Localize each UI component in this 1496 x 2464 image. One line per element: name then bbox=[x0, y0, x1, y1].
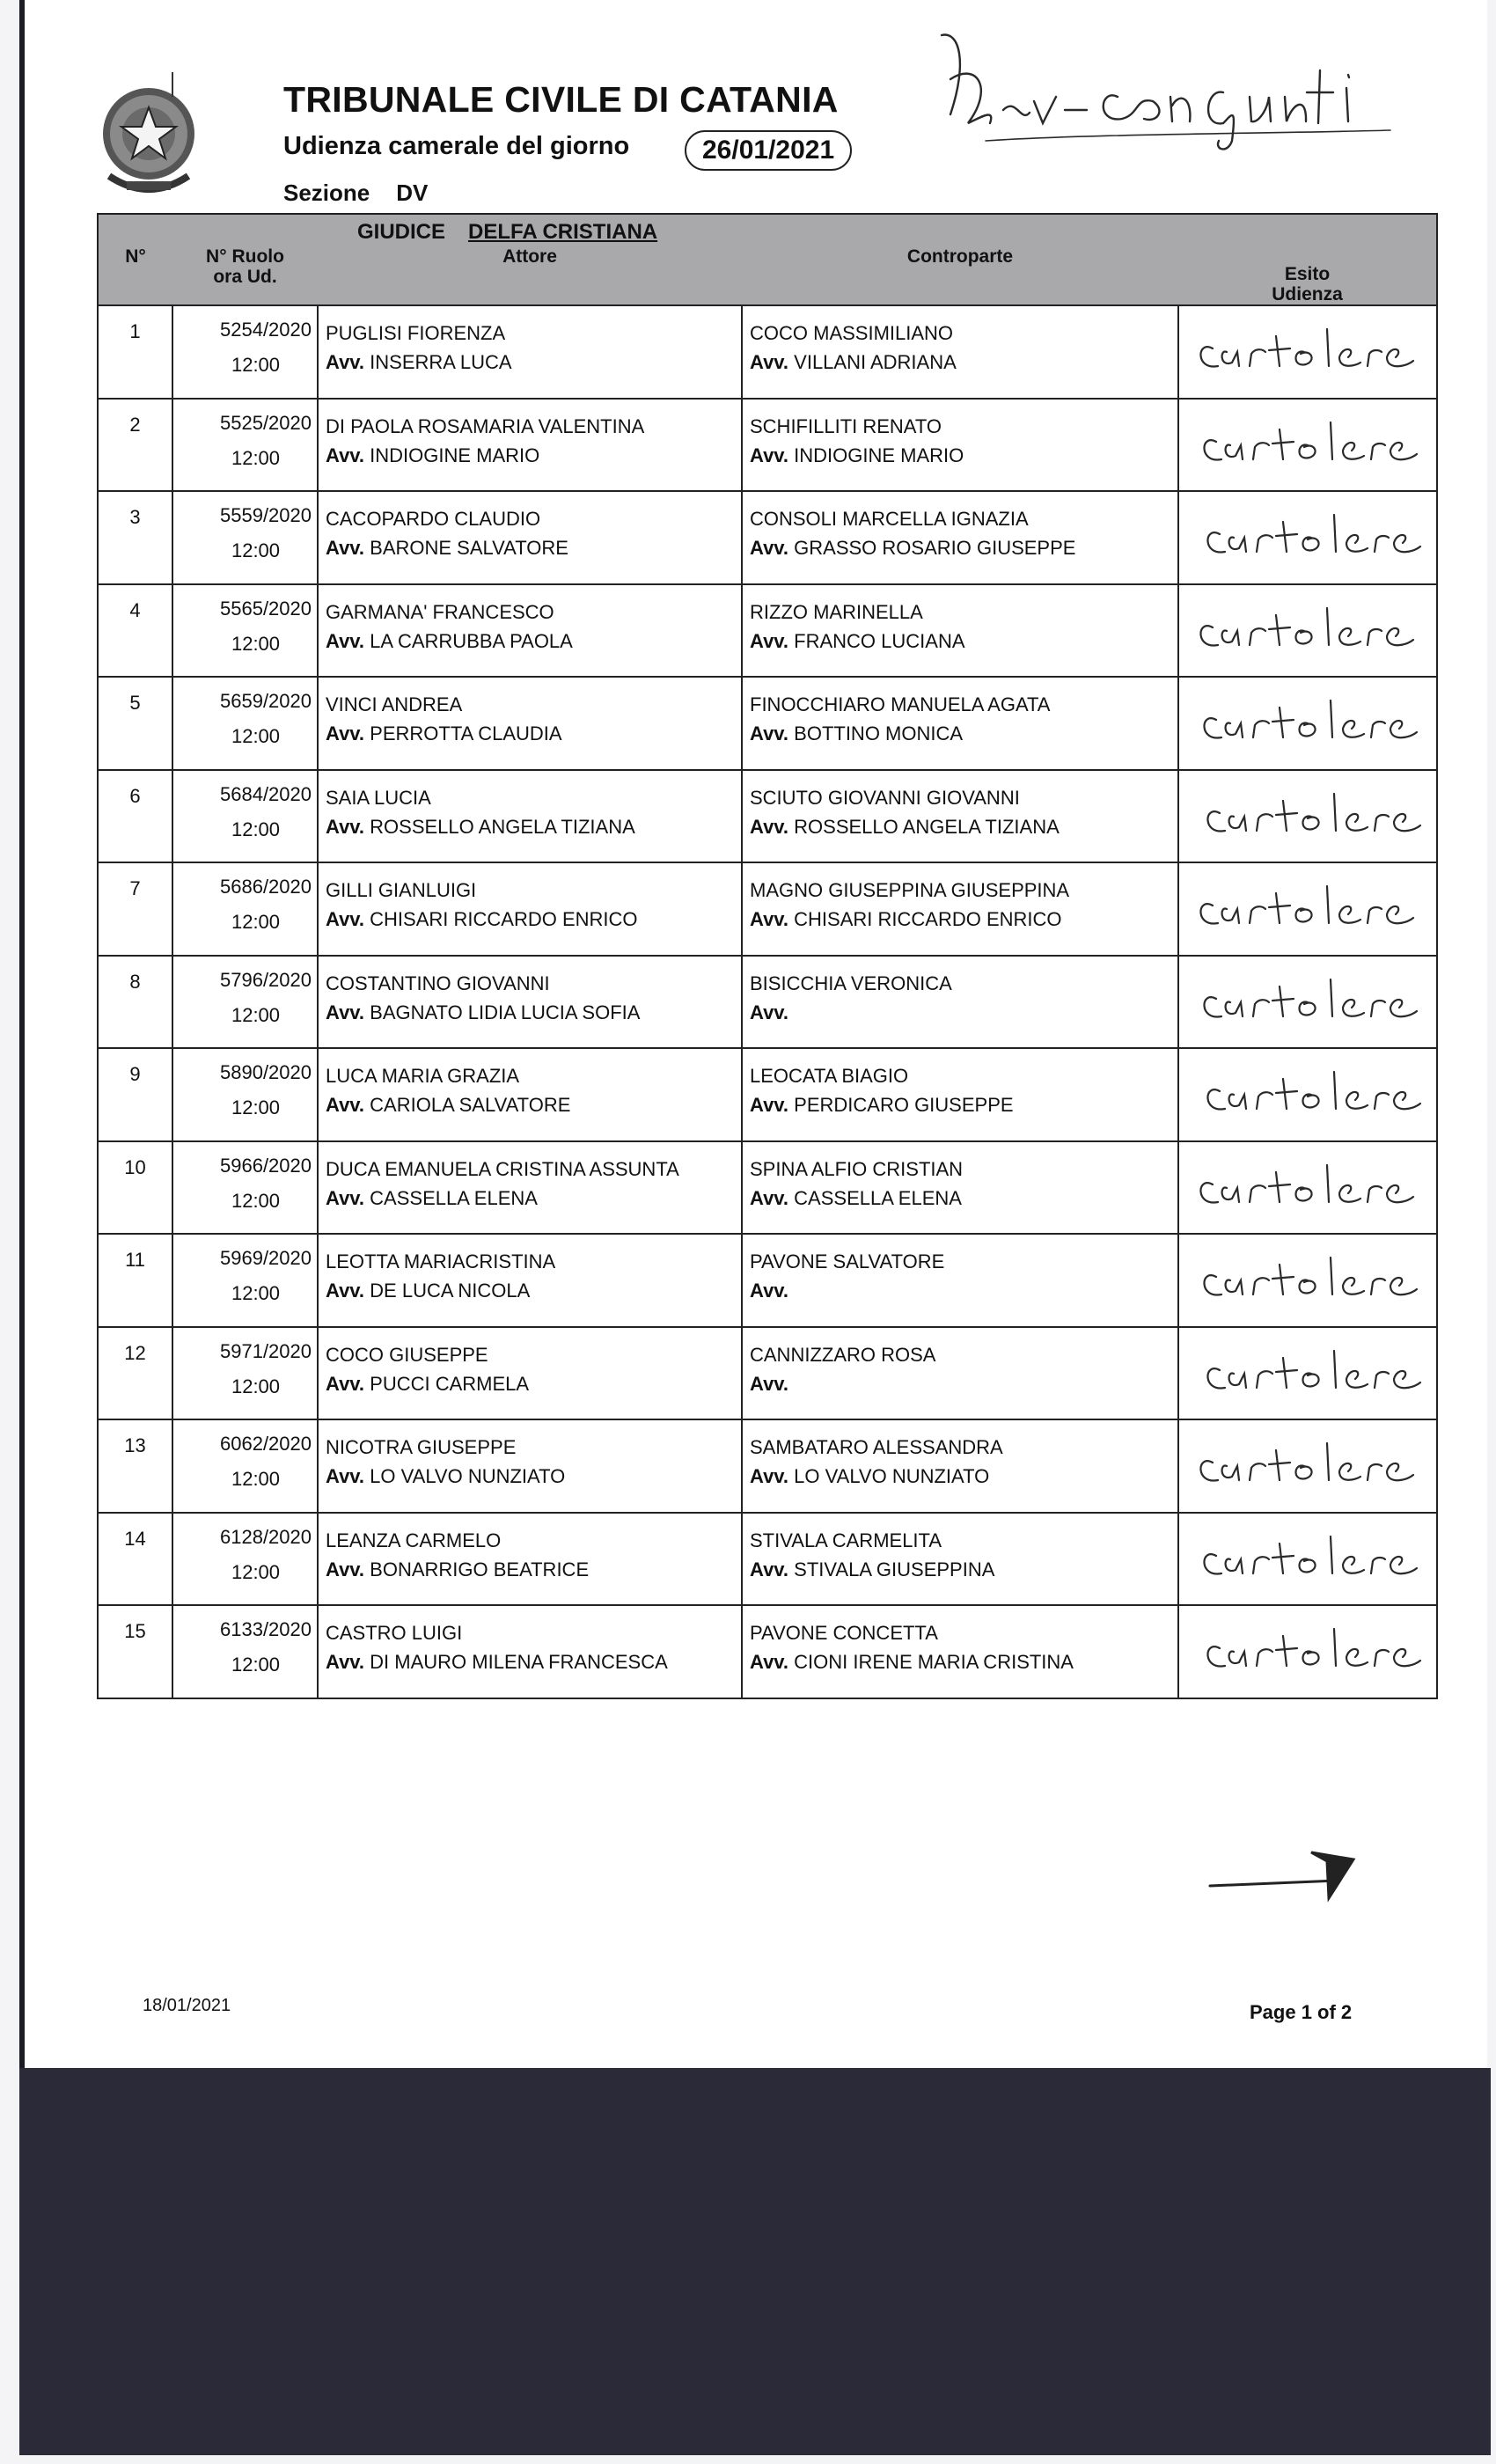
table-row bbox=[98, 584, 1437, 678]
controparte-lawyer: ROSSELLO ANGELA TIZIANA bbox=[794, 815, 1060, 838]
controparte-lawyer-line bbox=[750, 1369, 1177, 1398]
ruolo-number: 5525/2020 bbox=[220, 411, 312, 434]
esito-cell bbox=[1178, 956, 1437, 1049]
ruolo-number: 5559/2020 bbox=[220, 504, 312, 526]
hearing-time: 12:00 bbox=[231, 725, 281, 747]
attore-name: LEOTTA MARIACRISTINA bbox=[326, 1250, 556, 1272]
controparte-name: SPINA ALFIO CRISTIAN bbox=[750, 1157, 964, 1180]
avv-label: Avv. bbox=[326, 1372, 365, 1395]
hearing-time: 12:00 bbox=[231, 1560, 281, 1583]
avv-label: Avv. bbox=[750, 1001, 789, 1023]
attore-lawyer: BARONE SALVATORE bbox=[370, 537, 568, 559]
attore-lawyer-line bbox=[326, 1276, 741, 1305]
hearing-time: 12:00 bbox=[231, 354, 281, 376]
ruolo-cell bbox=[172, 1419, 318, 1513]
controparte-name: CONSOLI MARCELLA IGNAZIA bbox=[750, 508, 1029, 530]
controparte-lawyer: CHISARI RICCARDO ENRICO bbox=[794, 908, 1062, 930]
controparte-lawyer: CASSELLA ELENA bbox=[794, 1186, 962, 1209]
attore-cell bbox=[318, 1605, 742, 1698]
ruolo-cell bbox=[172, 491, 318, 584]
judge-line bbox=[99, 215, 1436, 245]
attore-lawyer: INSERRA LUCA bbox=[370, 351, 512, 373]
attore-lawyer: DE LUCA NICOLA bbox=[370, 1280, 531, 1302]
controparte-lawyer: FRANCO LUCIANA bbox=[794, 629, 965, 652]
section-value: DV bbox=[396, 180, 429, 206]
ruolo-number: 6133/2020 bbox=[220, 1618, 312, 1640]
row-number: 10 bbox=[98, 1141, 172, 1235]
attore-name: LUCA MARIA GRAZIA bbox=[326, 1065, 520, 1087]
attore-cell bbox=[318, 956, 742, 1049]
attore-lawyer: PERROTTA CLAUDIA bbox=[370, 722, 562, 744]
esito-handwriting bbox=[1188, 972, 1426, 1036]
controparte-name: FINOCCHIARO MANUELA AGATA bbox=[750, 693, 1051, 715]
attore-lawyer: BAGNATO LIDIA LUCIA SOFIA bbox=[370, 1001, 641, 1023]
avv-label: Avv. bbox=[750, 1465, 789, 1487]
attore-cell bbox=[318, 584, 742, 678]
hand-drawn-arrow-icon bbox=[1206, 1826, 1364, 1905]
section-line bbox=[283, 180, 428, 207]
hearing-time: 12:00 bbox=[231, 1189, 281, 1212]
controparte-name: SAMBATARO ALESSANDRA bbox=[750, 1436, 1003, 1458]
attore-name: COCO GIUSEPPE bbox=[326, 1343, 488, 1366]
attore-lawyer-line bbox=[326, 905, 741, 934]
attore-lawyer-line bbox=[326, 998, 741, 1027]
attore-lawyer-line bbox=[326, 1555, 741, 1584]
attore-lawyer: CASSELLA ELENA bbox=[370, 1186, 538, 1209]
attore-lawyer-line bbox=[326, 1462, 741, 1491]
ruolo-cell bbox=[172, 1605, 318, 1698]
attore-cell bbox=[318, 770, 742, 863]
attore-name: VINCI ANDREA bbox=[326, 693, 463, 715]
table-row bbox=[98, 862, 1437, 956]
avv-label: Avv. bbox=[326, 444, 365, 466]
ruolo-cell bbox=[172, 956, 318, 1049]
avv-label: Avv. bbox=[326, 722, 365, 744]
avv-label: Avv. bbox=[750, 1186, 789, 1209]
ruolo-cell bbox=[172, 584, 318, 678]
attore-lawyer: CARIOLA SALVATORE bbox=[370, 1094, 571, 1116]
col-esito: Esito Udienza bbox=[1178, 245, 1437, 305]
esito-handwriting bbox=[1188, 693, 1426, 757]
ruolo-number: 5971/2020 bbox=[220, 1339, 312, 1362]
col-num: N° bbox=[98, 245, 172, 305]
controparte-lawyer: BOTTINO MONICA bbox=[794, 722, 964, 744]
attore-lawyer-line bbox=[326, 441, 741, 470]
attore-lawyer: INDIOGINE MARIO bbox=[370, 444, 540, 466]
attore-name: SAIA LUCIA bbox=[326, 786, 431, 809]
attore-lawyer-line bbox=[326, 812, 741, 841]
controparte-lawyer-line bbox=[750, 998, 1177, 1027]
esito-handwriting bbox=[1188, 1158, 1426, 1221]
scan-background bbox=[19, 2068, 1491, 2455]
attore-lawyer-line bbox=[326, 1369, 741, 1398]
hearing-time: 12:00 bbox=[231, 1375, 281, 1397]
controparte-cell bbox=[742, 1605, 1178, 1698]
esito-handwriting bbox=[1188, 1250, 1426, 1314]
attore-cell bbox=[318, 1419, 742, 1513]
controparte-lawyer: LO VALVO NUNZIATO bbox=[794, 1465, 990, 1487]
esito-cell bbox=[1178, 1327, 1437, 1420]
ruolo-cell bbox=[172, 1327, 318, 1420]
esito-cell bbox=[1178, 1513, 1437, 1606]
row-number: 13 bbox=[98, 1419, 172, 1513]
esito-cell bbox=[1178, 677, 1437, 770]
italian-republic-emblem-icon bbox=[92, 70, 206, 202]
controparte-name: STIVALA CARMELITA bbox=[750, 1529, 942, 1551]
hearing-time: 12:00 bbox=[231, 1282, 281, 1304]
attore-lawyer: LA CARRUBBA PAOLA bbox=[370, 629, 573, 652]
controparte-lawyer-line bbox=[750, 348, 1177, 377]
esito-handwriting bbox=[1188, 415, 1426, 479]
attore-lawyer-line bbox=[326, 1647, 741, 1676]
row-number: 9 bbox=[98, 1048, 172, 1141]
judge-label: GIUDICE bbox=[357, 220, 446, 244]
page-number: Page 1 of 2 bbox=[1250, 2001, 1353, 2023]
attore-lawyer: BONARRIGO BEATRICE bbox=[370, 1558, 590, 1580]
esito-cell bbox=[1178, 1048, 1437, 1141]
controparte-lawyer-line bbox=[750, 812, 1177, 841]
judge-name: DELFA CRISTIANA bbox=[468, 220, 658, 244]
esito-handwriting bbox=[1188, 787, 1426, 850]
table-row bbox=[98, 770, 1437, 863]
attore-lawyer: CHISARI RICCARDO ENRICO bbox=[370, 908, 638, 930]
row-number: 6 bbox=[98, 770, 172, 863]
attore-name: DI PAOLA ROSAMARIA VALENTINA bbox=[326, 414, 645, 437]
row-number: 15 bbox=[98, 1605, 172, 1698]
attore-lawyer-line bbox=[326, 348, 741, 377]
attore-lawyer: DI MAURO MILENA FRANCESCA bbox=[370, 1651, 668, 1673]
table-row bbox=[98, 677, 1437, 770]
controparte-cell bbox=[742, 862, 1178, 956]
attore-lawyer: ROSSELLO ANGELA TIZIANA bbox=[370, 815, 635, 838]
esito-handwriting bbox=[1188, 1065, 1426, 1128]
controparte-name: BISICCHIA VERONICA bbox=[750, 972, 952, 994]
attore-name: PUGLISI FIORENZA bbox=[326, 322, 506, 344]
table-row bbox=[98, 305, 1437, 399]
column-header-row bbox=[98, 245, 1437, 305]
controparte-cell bbox=[742, 491, 1178, 584]
esito-handwriting bbox=[1188, 508, 1426, 571]
controparte-lawyer-line bbox=[750, 1462, 1177, 1491]
esito-handwriting bbox=[1188, 322, 1426, 385]
avv-label: Avv. bbox=[750, 351, 789, 373]
avv-label: Avv. bbox=[326, 629, 365, 652]
table-row bbox=[98, 491, 1437, 584]
attore-lawyer-line bbox=[326, 1090, 741, 1119]
row-number: 7 bbox=[98, 862, 172, 956]
attore-name: CASTRO LUIGI bbox=[326, 1622, 463, 1644]
hearing-time: 12:00 bbox=[231, 818, 281, 840]
controparte-lawyer-line bbox=[750, 1090, 1177, 1119]
esito-handwriting bbox=[1188, 1622, 1426, 1685]
esito-handwriting bbox=[1188, 879, 1426, 942]
avv-label: Avv. bbox=[326, 1280, 365, 1302]
avv-label: Avv. bbox=[750, 444, 789, 466]
table-row bbox=[98, 1513, 1437, 1606]
hearing-time: 12:00 bbox=[231, 911, 281, 933]
avv-label: Avv. bbox=[750, 908, 789, 930]
esito-handwriting bbox=[1188, 1436, 1426, 1500]
table-row bbox=[98, 1234, 1437, 1327]
table-row bbox=[98, 1419, 1437, 1513]
table-row bbox=[98, 399, 1437, 492]
ruolo-number: 6062/2020 bbox=[220, 1433, 312, 1455]
avv-label: Avv. bbox=[750, 1558, 789, 1580]
controparte-lawyer-line bbox=[750, 1647, 1177, 1676]
avv-label: Avv. bbox=[326, 815, 365, 838]
avv-label: Avv. bbox=[326, 537, 365, 559]
avv-label: Avv. bbox=[326, 1001, 365, 1023]
row-number: 3 bbox=[98, 491, 172, 584]
row-number: 5 bbox=[98, 677, 172, 770]
attore-cell bbox=[318, 491, 742, 584]
attore-name: NICOTRA GIUSEPPE bbox=[326, 1436, 517, 1458]
attore-cell bbox=[318, 305, 742, 399]
section-label: Sezione bbox=[283, 180, 370, 206]
esito-handwriting bbox=[1188, 1529, 1426, 1593]
controparte-cell bbox=[742, 1234, 1178, 1327]
controparte-lawyer: GRASSO ROSARIO GIUSEPPE bbox=[794, 537, 1076, 559]
controparte-name: SCHIFILLITI RENATO bbox=[750, 414, 942, 437]
row-number: 8 bbox=[98, 956, 172, 1049]
ruolo-number: 5565/2020 bbox=[220, 597, 312, 620]
controparte-lawyer: STIVALA GIUSEPPINA bbox=[794, 1558, 995, 1580]
hearing-time: 12:00 bbox=[231, 1654, 281, 1676]
ruolo-number: 5966/2020 bbox=[220, 1154, 312, 1177]
ruolo-number: 5969/2020 bbox=[220, 1247, 312, 1269]
controparte-name: SCIUTO GIOVANNI GIOVANNI bbox=[750, 786, 1020, 809]
attore-name: DUCA EMANUELA CRISTINA ASSUNTA bbox=[326, 1157, 679, 1180]
attore-lawyer-line bbox=[326, 719, 741, 748]
hearing-time: 12:00 bbox=[231, 446, 281, 469]
avv-label: Avv. bbox=[326, 1094, 365, 1116]
controparte-lawyer-line bbox=[750, 441, 1177, 470]
controparte-lawyer-line bbox=[750, 1184, 1177, 1213]
controparte-lawyer-line bbox=[750, 719, 1177, 748]
hearing-time: 12:00 bbox=[231, 1468, 281, 1490]
controparte-cell bbox=[742, 677, 1178, 770]
avv-label: Avv. bbox=[750, 815, 789, 838]
controparte-name: RIZZO MARINELLA bbox=[750, 600, 923, 623]
attore-name: GILLI GIANLUIGI bbox=[326, 879, 477, 901]
controparte-cell bbox=[742, 1327, 1178, 1420]
ruolo-cell bbox=[172, 1048, 318, 1141]
controparte-lawyer-line bbox=[750, 1276, 1177, 1305]
hearing-label: Udienza camerale del giorno bbox=[283, 132, 630, 160]
ruolo-cell bbox=[172, 1513, 318, 1606]
esito-cell bbox=[1178, 862, 1437, 956]
controparte-name: MAGNO GIUSEPPINA GIUSEPPINA bbox=[750, 879, 1070, 901]
ruolo-number: 5684/2020 bbox=[220, 782, 312, 805]
controparte-cell bbox=[742, 1513, 1178, 1606]
hearing-time: 12:00 bbox=[231, 1003, 281, 1026]
table-row bbox=[98, 956, 1437, 1049]
attore-name: LEANZA CARMELO bbox=[326, 1529, 502, 1551]
esito-handwriting bbox=[1188, 601, 1426, 664]
esito-cell bbox=[1178, 1141, 1437, 1235]
row-number: 14 bbox=[98, 1513, 172, 1606]
controparte-cell bbox=[742, 1419, 1178, 1513]
controparte-name: LEOCATA BIAGIO bbox=[750, 1065, 909, 1087]
controparte-cell bbox=[742, 1048, 1178, 1141]
esito-handwriting bbox=[1188, 1344, 1426, 1407]
attore-name: CACOPARDO CLAUDIO bbox=[326, 508, 541, 530]
controparte-lawyer: PERDICARO GIUSEPPE bbox=[794, 1094, 1014, 1116]
ruolo-cell bbox=[172, 399, 318, 492]
attore-cell bbox=[318, 1141, 742, 1235]
ruolo-cell bbox=[172, 677, 318, 770]
table-row bbox=[98, 1141, 1437, 1235]
ruolo-number: 5796/2020 bbox=[220, 968, 312, 991]
ruolo-cell bbox=[172, 1234, 318, 1327]
judge-row bbox=[98, 214, 1437, 245]
avv-label: Avv. bbox=[750, 629, 789, 652]
attore-cell bbox=[318, 1234, 742, 1327]
controparte-name: COCO MASSIMILIANO bbox=[750, 322, 954, 344]
attore-cell bbox=[318, 1327, 742, 1420]
row-number: 11 bbox=[98, 1234, 172, 1327]
hearing-date: 26/01/2021 bbox=[685, 130, 852, 171]
ruolo-cell bbox=[172, 305, 318, 399]
controparte-lawyer-line bbox=[750, 533, 1177, 562]
controparte-lawyer: INDIOGINE MARIO bbox=[794, 444, 964, 466]
table-row bbox=[98, 1605, 1437, 1698]
row-number: 2 bbox=[98, 399, 172, 492]
table-row bbox=[98, 1048, 1437, 1141]
controparte-name: PAVONE CONCETTA bbox=[750, 1622, 938, 1644]
ruolo-cell bbox=[172, 862, 318, 956]
col-attore: Attore bbox=[318, 245, 742, 305]
controparte-cell bbox=[742, 305, 1178, 399]
avv-label: Avv. bbox=[326, 351, 365, 373]
ruolo-cell bbox=[172, 770, 318, 863]
attore-lawyer: PUCCI CARMELA bbox=[370, 1372, 530, 1395]
attore-cell bbox=[318, 1513, 742, 1606]
attore-name: GARMANA' FRANCESCO bbox=[326, 600, 554, 623]
esito-cell bbox=[1178, 770, 1437, 863]
esito-cell bbox=[1178, 1605, 1437, 1698]
avv-label: Avv. bbox=[326, 1186, 365, 1209]
row-number: 1 bbox=[98, 305, 172, 399]
col-ruolo: N° Ruolo ora Ud. bbox=[172, 245, 318, 305]
hearing-time: 12:00 bbox=[231, 539, 281, 561]
attore-name: COSTANTINO GIOVANNI bbox=[326, 972, 550, 994]
attore-lawyer-line bbox=[326, 533, 741, 562]
controparte-cell bbox=[742, 1141, 1178, 1235]
controparte-cell bbox=[742, 770, 1178, 863]
esito-cell bbox=[1178, 1234, 1437, 1327]
esito-cell bbox=[1178, 1419, 1437, 1513]
ruolo-number: 6128/2020 bbox=[220, 1525, 312, 1548]
ruolo-number: 5659/2020 bbox=[220, 690, 312, 712]
col-controparte: Controparte bbox=[742, 245, 1178, 305]
attore-lawyer: LO VALVO NUNZIATO bbox=[370, 1465, 566, 1487]
controparte-cell bbox=[742, 584, 1178, 678]
esito-cell bbox=[1178, 399, 1437, 492]
esito-cell bbox=[1178, 584, 1437, 678]
controparte-lawyer: CIONI IRENE MARIA CRISTINA bbox=[794, 1651, 1074, 1673]
attore-cell bbox=[318, 399, 742, 492]
avv-label: Avv. bbox=[326, 1651, 365, 1673]
ruolo-number: 5890/2020 bbox=[220, 1061, 312, 1083]
court-title: TRIBUNALE CIVILE DI CATANIA bbox=[283, 79, 839, 120]
avv-label: Avv. bbox=[326, 1465, 365, 1487]
row-number: 4 bbox=[98, 584, 172, 678]
controparte-lawyer-line bbox=[750, 1555, 1177, 1584]
avv-label: Avv. bbox=[750, 1651, 789, 1673]
controparte-cell bbox=[742, 956, 1178, 1049]
ruolo-cell bbox=[172, 1141, 318, 1235]
attore-lawyer-line bbox=[326, 627, 741, 656]
row-number: 12 bbox=[98, 1327, 172, 1420]
controparte-name: PAVONE SALVATORE bbox=[750, 1250, 945, 1272]
controparte-lawyer: VILLANI ADRIANA bbox=[794, 351, 957, 373]
table-row bbox=[98, 1327, 1437, 1420]
attore-cell bbox=[318, 677, 742, 770]
attore-lawyer-line bbox=[326, 1184, 741, 1213]
controparte-lawyer-line bbox=[750, 905, 1177, 934]
avv-label: Avv. bbox=[750, 1372, 789, 1395]
avv-label: Avv. bbox=[750, 722, 789, 744]
attore-cell bbox=[318, 1048, 742, 1141]
attore-cell bbox=[318, 862, 742, 956]
controparte-cell bbox=[742, 399, 1178, 492]
esito-cell bbox=[1178, 305, 1437, 399]
ruolo-number: 5254/2020 bbox=[220, 319, 312, 341]
ruolo-number: 5686/2020 bbox=[220, 876, 312, 898]
hearing-time: 12:00 bbox=[231, 1096, 281, 1118]
hearing-time: 12:00 bbox=[231, 632, 281, 655]
avv-label: Avv. bbox=[326, 908, 365, 930]
avv-label: Avv. bbox=[750, 1280, 789, 1302]
controparte-lawyer-line bbox=[750, 627, 1177, 656]
print-date: 18/01/2021 bbox=[143, 1996, 231, 2015]
esito-cell bbox=[1178, 491, 1437, 584]
controparte-name: CANNIZZARO ROSA bbox=[750, 1343, 936, 1366]
avv-label: Avv. bbox=[750, 1094, 789, 1116]
hearing-table bbox=[97, 213, 1438, 1699]
handwritten-note bbox=[933, 26, 1399, 158]
avv-label: Avv. bbox=[750, 537, 789, 559]
avv-label: Avv. bbox=[326, 1558, 365, 1580]
